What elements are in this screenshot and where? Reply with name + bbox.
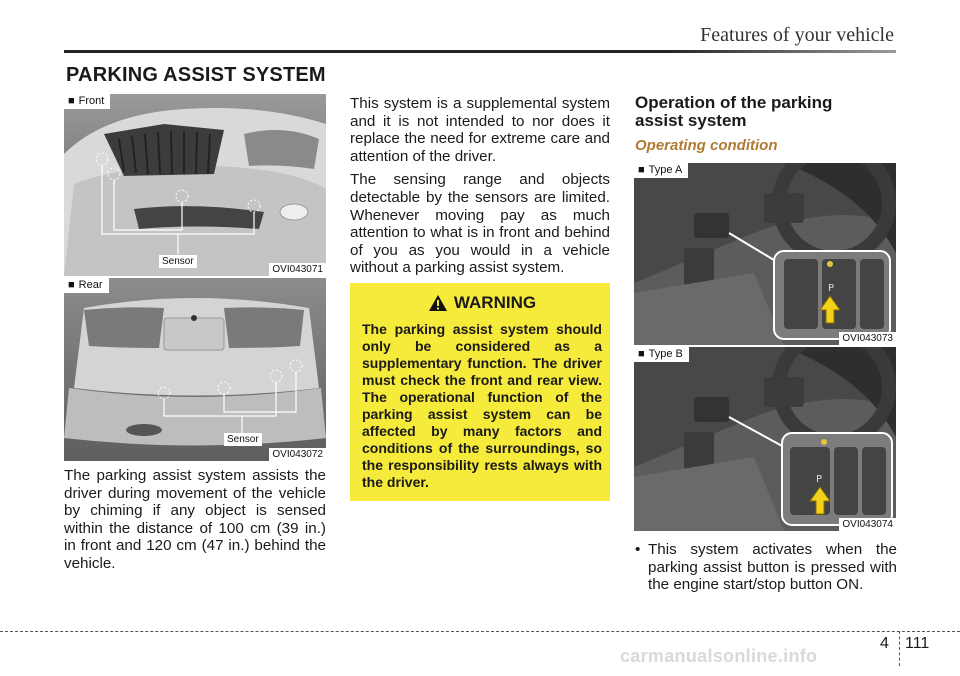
front-car-figure <box>64 94 326 276</box>
type-b-code: OVI043074 <box>839 518 896 531</box>
footer-divider <box>899 631 900 666</box>
section-title: PARKING ASSIST SYSTEM <box>66 64 326 86</box>
type-a-illustration <box>634 163 896 345</box>
left-paragraph-text: The parking assist system assists the driver during movement of the vehicle by chiming if any object is sensed within the distance of 100 cm (39 in.) in front and 120 cm (47 in.) behind the vehicle. <box>64 467 326 572</box>
header-rule <box>64 50 896 53</box>
type-a-code: OVI043073 <box>839 332 896 345</box>
middle-paragraphs <box>350 95 610 283</box>
type-a-figure <box>634 163 896 345</box>
rear-sensor-label: Sensor <box>224 433 262 446</box>
rear-figure-code: OVI043072 <box>269 448 326 461</box>
front-car-illustration <box>64 94 326 276</box>
middle-paragraph-1: This system is a supplemental system and it is not intended to nor does it replace the need for extreme care and attention of the driver. <box>350 95 610 165</box>
chapter-number: 4 <box>880 635 889 652</box>
activation-bullet <box>635 541 897 594</box>
warning-triangle-icon <box>428 294 448 312</box>
bullet-dot: • <box>635 541 641 558</box>
rear-figure-label: ■ Rear <box>64 278 109 293</box>
type-b-label: ■ Type B <box>634 347 689 362</box>
operation-heading: Operation of the parking assist system <box>635 93 833 130</box>
front-figure-code: OVI043071 <box>269 263 326 276</box>
warning-header <box>362 293 602 313</box>
warning-box <box>350 283 610 501</box>
rear-car-illustration <box>64 278 326 461</box>
type-b-figure <box>634 347 896 531</box>
page-number: 111 <box>905 635 930 652</box>
middle-paragraph-2: The sensing range and objects detectable by the sensors are limited. Whenever moving pay as much attention to what is in front and behind of you as you would in a vehicle without a parking assist system. <box>350 171 610 277</box>
left-paragraph <box>64 467 326 579</box>
warning-text: The parking assist system should only be considered as a supplementary function. The driver must check the front and rear view. The operational function of the parking assist system can be affected by many factors and conditions of the surroundings, so the responsibility rests always with the driver. <box>362 321 602 490</box>
rear-car-figure <box>64 278 326 461</box>
svg-text:P: P <box>816 474 823 485</box>
warning-title: WARNING <box>453 293 537 312</box>
footer-rule <box>0 631 960 632</box>
watermark: carmanualsonline.info <box>620 646 818 666</box>
activation-bullet-text: This system activates when the parking assist button is pressed with the engine start/stop button ON. <box>648 541 897 594</box>
type-a-label: ■ Type A <box>634 163 688 178</box>
svg-text:P: P <box>828 283 835 294</box>
type-b-illustration <box>634 347 896 531</box>
front-figure-label: ■ Front <box>64 94 110 109</box>
front-sensor-label: Sensor <box>159 255 197 268</box>
operating-condition-heading: Operating condition <box>635 137 778 154</box>
running-header: Features of your vehicle <box>700 24 894 46</box>
